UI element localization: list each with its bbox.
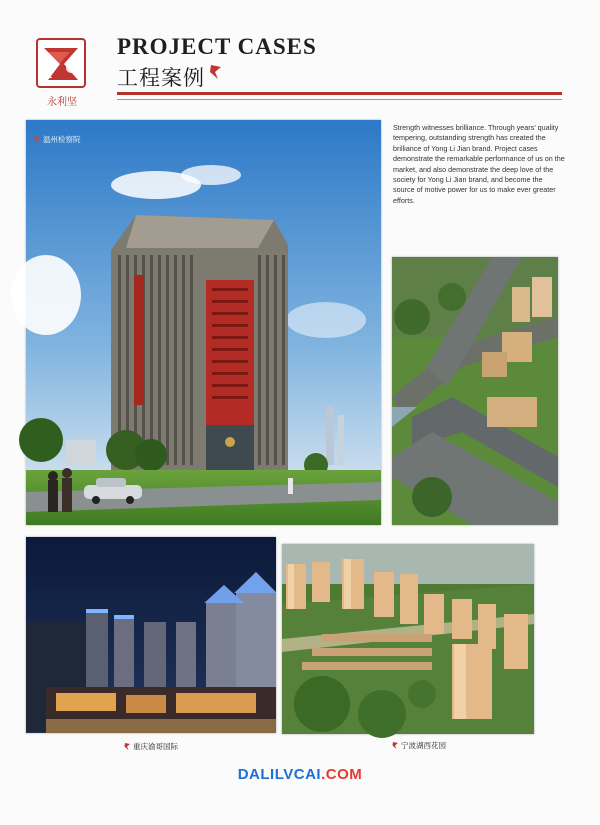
project-photo-aerial (392, 257, 558, 525)
caption-chongqing (26, 741, 276, 752)
caption-ningbo (392, 740, 446, 751)
page-title: PROJECT CASES (117, 34, 317, 59)
description-text: Strength witnesses brilliance. Through years’ quality tempering, outstanding strength has created the brilliance of Yong Li Jian brand. Project cases demonstrate the remarkable performance of us on the market, and also demonstrate the deep love of the society for Yong Li Jian brand, and become the source of motive power for us to make ever greater efforts. (393, 123, 565, 205)
red-flag-icon (209, 63, 223, 81)
page-title-cn: 工程案例 (117, 66, 205, 90)
caption-chongqing-label: 重庆渝哥国际 (133, 742, 178, 751)
project-photo-ningbo (282, 544, 534, 750)
footer-domain-tld: .COM (321, 766, 363, 783)
red-flag-icon (124, 742, 131, 751)
caption-wenzhou-label: 温州检察院 (43, 135, 81, 144)
title-rule (117, 92, 562, 95)
red-flag-icon (34, 135, 41, 144)
title-rule-thin (117, 99, 562, 100)
project-photo-chongqing (26, 537, 276, 751)
project-photo-wenzhou (26, 120, 381, 525)
brand-logo (36, 38, 86, 88)
footer-domain-name: DALILVCAI (237, 766, 322, 783)
red-flag-icon (392, 741, 399, 750)
caption-ningbo-label: 宁波湖西花园 (401, 741, 446, 750)
footer-domain (0, 766, 600, 783)
svg-text:Y: Y (45, 66, 55, 81)
caption-wenzhou (34, 134, 81, 145)
logo-caption: 永利坚 (47, 97, 77, 108)
